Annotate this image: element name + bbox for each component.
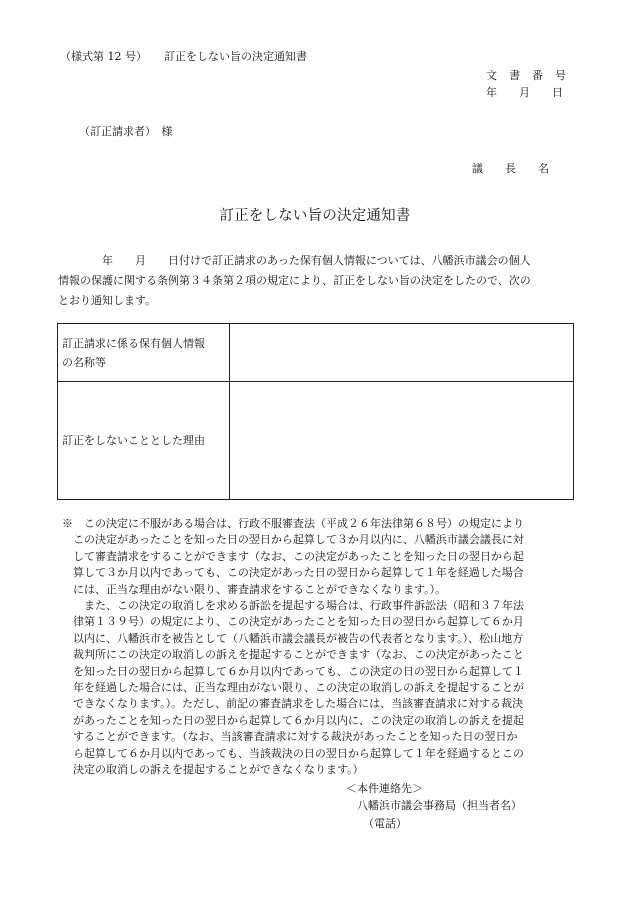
body-paragraph [58,251,578,311]
note-line: 算して３か月以内であっても、この決定があった日の翌日から起算して１年を経過した場合 [62,566,524,580]
note-line: 律第１３９号）の規定により、この決定があったことを知った日の翌日から起算して６か月 [62,615,524,629]
form-header-title: 訂正をしない旨の決定通知書 [164,50,307,63]
info-table [57,323,574,500]
table-label-cell [58,324,230,382]
note-line: また、この決定の取消しを求める訴訟を提起する場合は、行政事件訴訟法（昭和３７年法 [62,599,524,613]
note-line: 裁判所にこの決定の取消しの訴えを提起することができます（なお、この決定があったこと [62,648,524,662]
note-line: することができます。（なお、当該審査請求に対する裁決があったことを知った日の翌日か [62,730,518,744]
note-line: があったことを知った日の翌日から起算して６か月以内に、この決定の取消しの訴えを提起 [62,713,524,727]
contact-phone: （電話） [363,817,407,830]
page-title: 訂正をしない旨の決定通知書 [219,208,411,224]
table-value-cell[interactable] [230,382,574,500]
recipient-name: （訂正請求者） 様 [79,125,173,138]
doc-number-label: 文 書 番 号 [486,69,567,82]
contact-office: 八幡浜市議会事務局（担当者名） [357,799,522,812]
note-line: を知った日の翌日から起算して６か月以内であっても、この決定の日の翌日から起算して１ [62,664,524,678]
sender-name: 議 長 名 [472,162,549,175]
note-line: 年を経過した場合には、正当な理由がない限り、この決定の取消しの訴えを提起することが [62,681,524,695]
body-line: 情報の保護に関する条例第３４条第２項の規定により、訂正をしない旨の決定をしたので、次の [58,274,531,287]
note-line: には、正当な理由がない限り、審査請求をすることができなくなります。）。 [62,582,447,596]
table-value-cell[interactable] [230,324,574,382]
note-line: この決定があったことを知った日の翌日から起算して３か月以内に、八幡浜市議会議長に対 [62,533,524,547]
note-line: して審査請求をすることができます（なお、この決定があったことを知った日の翌日から起 [62,549,524,563]
table-label: 訂正請求に係る保有個人情報 [62,336,205,350]
note-line: ら起算して６か月以内であっても、当該裁決の日の翌日から起算して１年を経過するとこの [62,746,524,760]
date-label: 年 月 日 [486,86,563,99]
body-line: とおり通知します。 [58,294,157,307]
table-label: の名称等 [62,355,106,369]
table-label: 訂正をしないこととした理由 [62,434,205,447]
note-line: 決定の取消しの訴えを提起することができなくなります。） [62,763,364,777]
note-section [62,516,582,779]
table-row [58,324,574,382]
table-label-cell [58,382,230,500]
form-number: （様式第 12 号） [60,50,147,63]
body-line: 年 月 日付けで訂正請求のあった保有個人情報については、八幡浜市議会の個人 [58,254,531,267]
note-line: できなくなります。）。ただし、前記の審査請求をした場合には、当該審査請求に対する裁決 [62,697,524,711]
table-row [58,382,574,500]
note-line: 以内に、八幡浜市を被告として（八幡浜市議会議長が被告の代表者となります。）、松山地方 [62,631,524,645]
note-line: ※ この決定に不服がある場合は、行政不服審査法（平成２６年法律第６８号）の規定により [62,517,524,530]
contact-heading: ＜本件連絡先＞ [346,782,423,795]
